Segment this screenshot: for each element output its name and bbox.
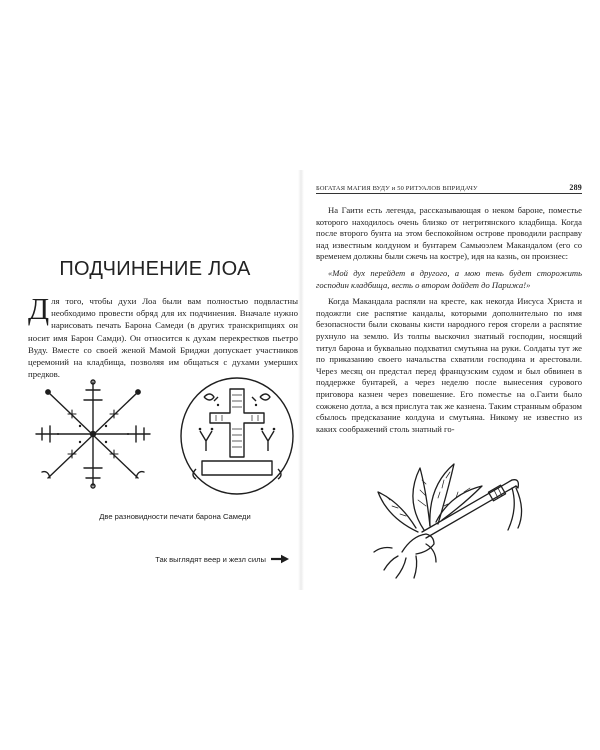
caption-fan-text: Так выглядят веер и жезл силы (155, 554, 266, 564)
running-head-title: БОГАТАЯ МАГИЯ ВУДУ и 50 РИТУАЛОВ ВПРИДАЧУ (316, 185, 478, 192)
drop-cap: Д (28, 291, 50, 326)
paragraph-legend: На Гаити есть легенда, рассказывающая о неком бароне, поместье которого находилось очень близко от негритянского кладбища. Когда после второго бунта на этом беспокойном острове проводили расправу над известным колдуном и бунтарем Самьюэлем Макандалом (его со временем должны были сжечь на костре), идя на казнь, он произнес: (316, 205, 582, 262)
chapter-title: ПОДЧИНЕНИЕ ЛОА (59, 258, 251, 280)
paragraph-execution: Когда Макандала распяли на кресте, как некогда Иисуса Христа и подожгли сие распятие кандалы, которыми дополнительно по имя безопасности были скованы кисти народного героя сгорели а распятие рухнуло на землю. Из толпы выскочил знатный господин, носящий титул барона и буквально подхватил смутьяна на руки. Солдаты тут же по приказанию своего начальства схватили господина и арестовали. Через месяц он предстал перед французским судом и был обвинен в поддержке бунтарей, а через неделю после вынесения сурового приговора казнен через повешение. Его поместье на о.Гаити было сожжено дотла, а вся прислуга так же казнена. Таким странным образом сбылось предсказание колдуна и смутьяна. Никому не известно из каких соображений столь знатный го- (316, 296, 582, 434)
intro-text: ля того, чтобы духи Лоа были вам полностью подвластны необходимо провести обряд для их подчинения. Вначале нужно нарисовать печать Барона Самеди (в других транскрипциях он носит имя Барон Самди). Он относится к духам перекрестков пьетро Вуду. Вместе со своей женой Мамой Бриджи допускает участников церемоний на кладбища, позволяя им общаться с духами умерших предков. (28, 296, 298, 380)
vever-fan-and-staff-icon (362, 440, 542, 590)
caption-fan (100, 554, 290, 564)
quote-prophecy: «Мой дух перейдет в другого, а мою тень будет сторожить господин кладбища, весть о втором дойдет до Парижа!» (316, 267, 582, 290)
page-number: 289 (569, 183, 582, 192)
caption-vever: Две разновидности печати барона Самеди (99, 512, 251, 521)
vever-cross-circle-icon (178, 375, 296, 497)
intro-paragraph (28, 291, 298, 380)
body-text (316, 205, 582, 435)
header-rule (316, 193, 582, 194)
right-page (300, 0, 600, 750)
running-head (316, 183, 582, 192)
right-arrow-icon (270, 554, 290, 564)
vever-star-icon (28, 374, 158, 494)
